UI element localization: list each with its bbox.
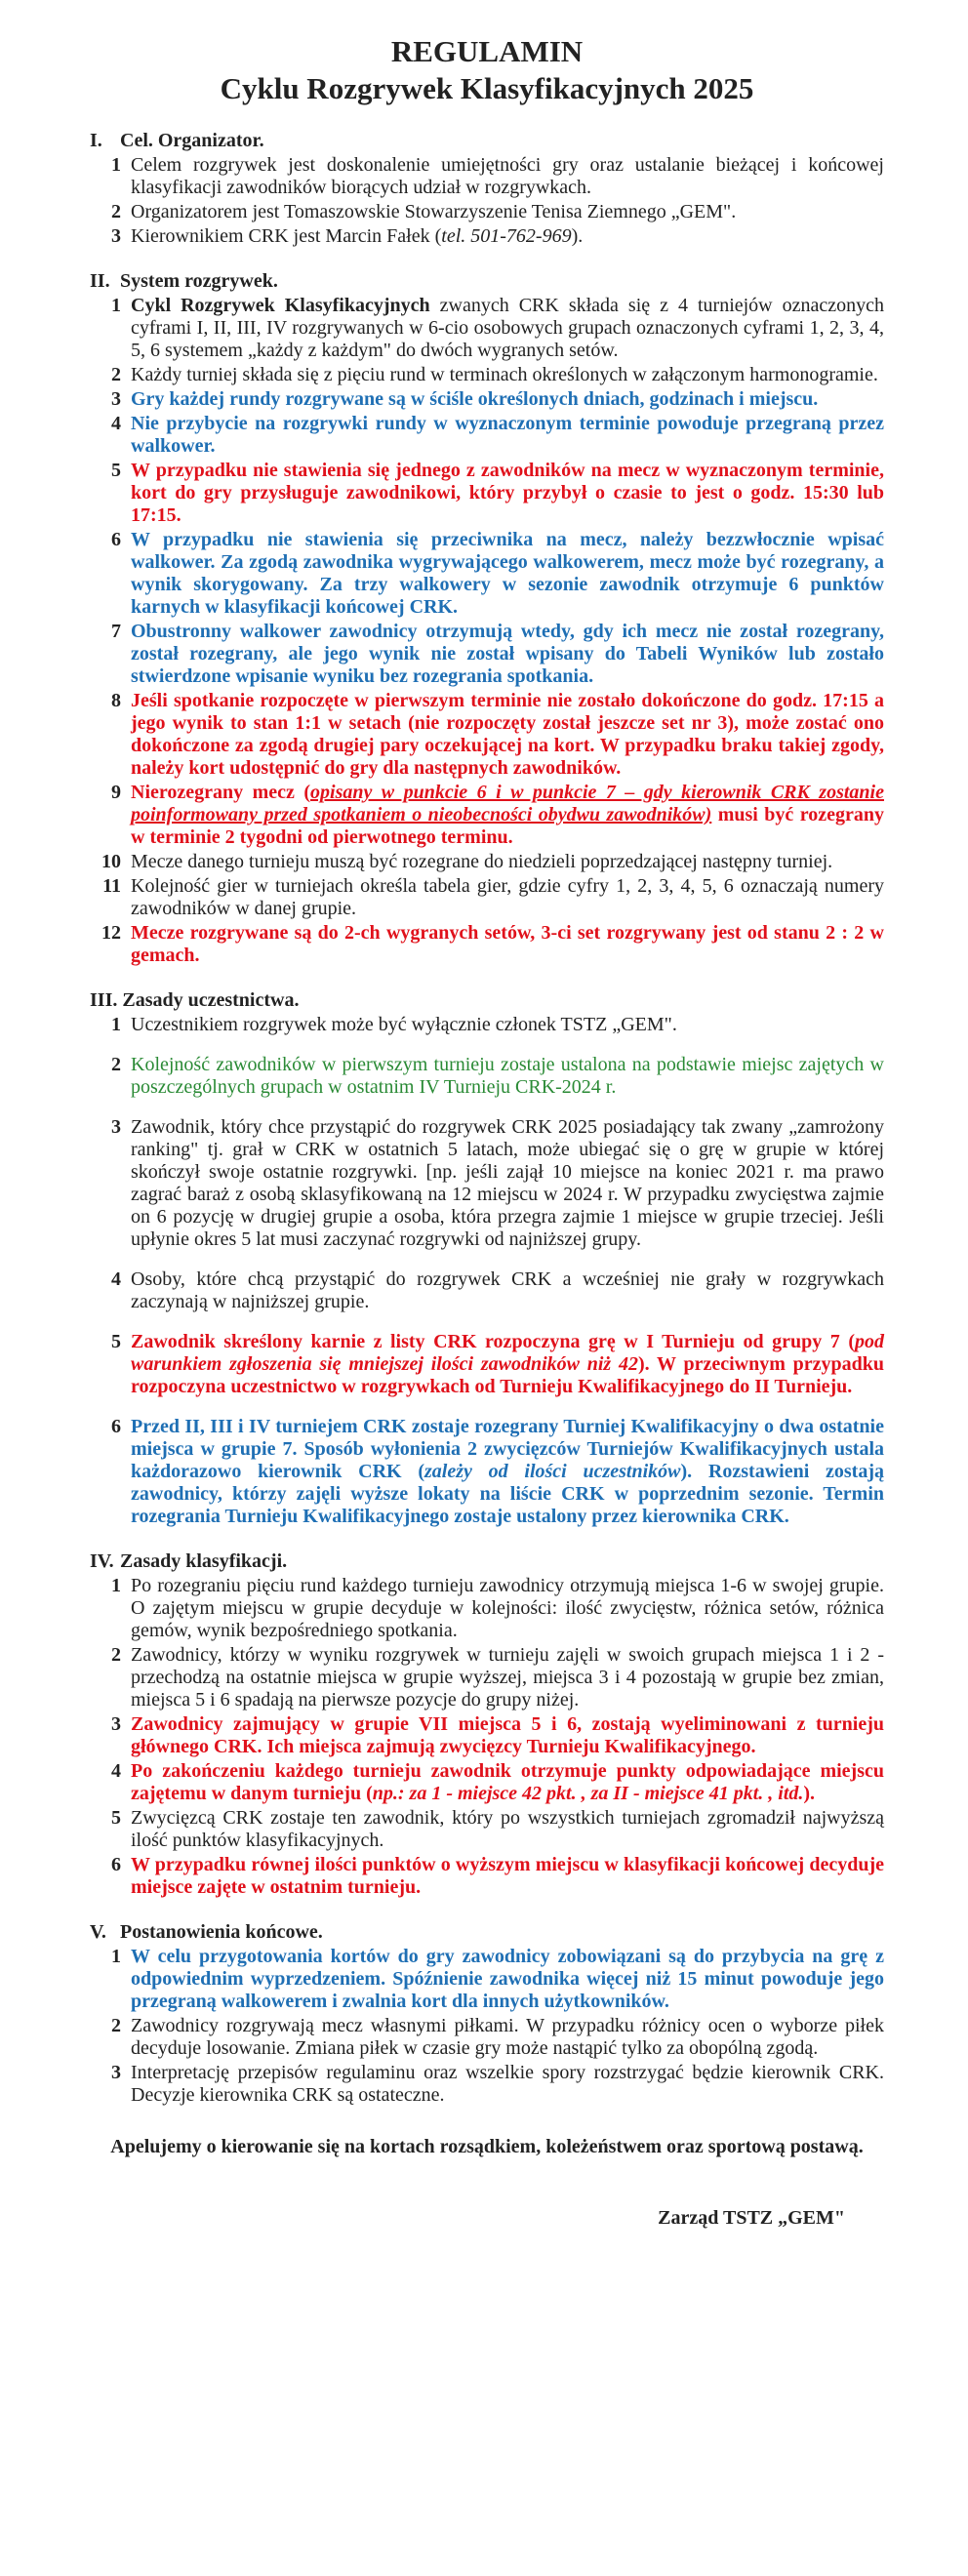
document-title: REGULAMIN <box>390 34 584 68</box>
list-item: 3 Kierownikiem CRK jest Marcin Fałek (tel. 501-762-969). <box>111 225 584 247</box>
list-item: 9 Nierozegrany mecz (opisany w punkcie 6 i w punkcie 7 – gdy kierownik CRK zostanie poinformowany przed spotkaniem o nieobecności obydwu zawodników) musi być rozegrany w terminie 2 tygodni od pierwotnego terminu. <box>111 782 884 848</box>
list-item: 10 Mecze danego turnieju muszą być rozegrane do niedzieli poprzedzającej następny turniej. <box>101 851 833 872</box>
list-item: 1 Cykl Rozgrywek Klasyfikacyjnych zwanych CRK składa się z 4 turniejów oznaczonych cyframi I, II, III, IV rozgrywanych w 6-cio osobowych grupach oznaczonych cyframi 1, 2, 3, 4, 5, 6 systemem „każdy z każdym" do dwóch wygranych setów. <box>111 295 885 361</box>
list-item: 3 Gry każdej rundy rozgrywane są w ściśle określonych dniach, godzinach i miejscu. <box>111 388 819 410</box>
list-item: 1 W celu przygotowania kortów do gry zawodnicy zobowiązani są do przybycia na grę z odpowiednim wyprzedzeniem. Spóźnienie zawodnika więcej niż 15 minut powoduje jego przegraną walkowerem i zwalnia kort dla innych użytkowników. <box>111 1946 884 2012</box>
list-item: 6 Przed II, III i IV turniejem CRK zostaje rozegrany Turniej Kwalifikacyjny o dwa ostatnie miejsca w grupie 7. Sposób wyłonienia 2 zwycięzców Turniejów Kwalifikacyjnych ustala każdorazowo kierownik CRK (zależy od ilości uczestników). Rozstawieni zostają zawodnicy, którzy zajęli wyższe lokaty na liście CRK w poprzednim sezonie. Termin rozegrania Turnieju Kwalifikacyjnego zostaje ustalony przez kierownika CRK. <box>111 1416 884 1527</box>
list-item: 2 Zawodnicy, którzy w wyniku rozgrywek w turnieju zajęli w swoich grupach miejsca 1 i 2 - przechodzą na ostatnie miejsca w grupie wyższej, miejsca 3 i 4 pozostają w grupie bez zmian, miejsca 5 i 6 spadają na pierwsze pozycje do grupy niżej. <box>111 1644 884 1711</box>
list-item: 4 Nie przybycie na rozgrywki rundy w wyznaczonym terminie powoduje przegraną przez walkower. <box>111 413 884 457</box>
list-item: 11 Kolejność gier w turniejach określa tabela gier, gdzie cyfry 1, 2, 3, 4, 5, 6 oznaczają numery zawodników w danej grupie. <box>102 875 884 919</box>
list-item: 4 Po zakończeniu każdego turnieju zawodnik otrzymuje punkty odpowiadające miejscu zajętemu w danym turnieju (np.: za 1 - miejsce 42 pkt. , za II - miejsce 41 pkt. , itd.). <box>111 1760 884 1804</box>
section-zasady-klasyfikacji <box>90 1550 884 1899</box>
list-item: 5 Zawodnik skreślony karnie z listy CRK rozpoczyna grę w I Turnieju od grupy 7 (pod warunkiem zgłoszenia się mniejszej ilości zawodników niż 42). W przeciwnym przypadku rozpoczyna uczestnictwo w rozgrywkach od Turnieju Kwalifikacyjnego do II Turnieju. <box>111 1331 884 1397</box>
list-item: 12 Mecze rozgrywane są do 2-ch wygranych setów, 3-ci set rozgrywany jest od stanu 2 : 2 w gemach. <box>101 922 884 966</box>
document-subtitle: Cyklu Rozgrywek Klasyfikacyjnych 2025 <box>220 71 754 105</box>
section-zasady-uczestnictwa <box>90 988 884 1528</box>
section-system-rozgrywek <box>90 269 884 967</box>
list-item: 1 Uczestnikiem rozgrywek może być wyłącznie członek TSTZ „GEM". <box>111 1014 677 1035</box>
list-item: 6 W przypadku nie stawienia się przeciwnika na mecz, należy bezzwłocznie wpisać walkower. Za zgodą zawodnika wygrywającego walkowerem, mecz może być rozegrany, a wynik skorygowany. Za trzy walkowery w sezonie zawodnik otrzymuje 6 punktów karnych w klasyfikacji końcowej CRK. <box>111 529 884 618</box>
closing-appeal: Apelujemy o kierowanie się na kortach rozsądkiem, koleżeństwem oraz sportową postawą. <box>110 2136 864 2157</box>
list-item: 2 Każdy turniej składa się z pięciu rund w terminach określonych w załączonym harmonogramie. <box>111 364 878 385</box>
section-heading: V. Postanowienia końcowe. <box>90 1921 323 1943</box>
list-item: 4 Osoby, które chcą przystąpić do rozgrywek CRK a wcześniej nie grały w rozgrywkach zaczynają w najniższej grupie. <box>111 1268 884 1312</box>
list-item: 5 Zwycięzcą CRK zostaje ten zawodnik, który po wszystkich turniejach zgromadził najwyższą ilość punktów klasyfikacyjnych. <box>111 1807 884 1851</box>
section-heading: II. System rozgrywek. <box>90 270 278 292</box>
list-item: 3 Zawodnicy zajmujący w grupie VII miejsca 5 i 6, zostają wyeliminowani z turnieju głównego CRK. Ich miejsca zajmują zwycięzcy Turnieju Kwalifikacyjnego. <box>111 1713 884 1757</box>
list-item: 2 Kolejność zawodników w pierwszym turnieju zostaje ustalona na podstawie miejsc zajętych w poszczególnych grupach w ostatnim IV Turnieju CRK-2024 r. <box>111 1054 884 1098</box>
list-item: 1 Celem rozgrywek jest doskonalenie umiejętności gry oraz ustalanie bieżącej i końcowej klasyfikacji zawodników biorących udział w rozgrywkach. <box>111 154 884 198</box>
list-item: 2 Organizatorem jest Tomaszowskie Stowarzyszenie Tenisa Ziemnego „GEM". <box>111 201 737 222</box>
list-item: 1 Po rozegraniu pięciu rund każdego turnieju zawodnicy otrzymują miejsca 1-6 w swojej grupie. O zajętym miejscu w grupie decyduje w kolejności: ilość zwycięstw, różnica setów, różnica gemów, wynik bezpośredniego spotkania. <box>111 1575 884 1641</box>
section-cel-organizator <box>90 129 884 248</box>
list-item: 7 Obustronny walkower zawodnicy otrzymują wtedy, gdy ich mecz nie został rozegrany, został rozegrany, ale jego wynik nie został wpisany do Tabeli Wyników lub zostało stwierdzone wpisanie wyniku bez rozegrania spotkania. <box>111 621 884 687</box>
list-item: 2 Zawodnicy rozgrywają mecz własnymi piłkami. W przypadku różnicy ocen o wyborze piłek decyduje losowanie. Zmiana piłek w czasie gry może nastąpić tylko za obopólną zgodą. <box>111 2015 884 2059</box>
section-postanowienia-koncowe <box>90 1920 884 2107</box>
section-heading: I. Cel. Organizator. <box>90 130 264 151</box>
section-heading: IV. Zasady klasyfikacji. <box>90 1550 288 1572</box>
list-item: 5 W przypadku nie stawienia się jednego z zawodników na mecz w wyznaczonym terminie, kort do gry przysługuje zawodnikowi, który przybył o czasie to jest o godz. 15:30 lub 17:15. <box>111 460 884 526</box>
list-item: 3 Interpretację przepisów regulaminu oraz wszelkie spory rozstrzygać będzie kierownik CRK. Decyzje kierownika CRK są ostateczne. <box>111 2062 884 2106</box>
section-heading: III. Zasady uczestnictwa. <box>90 989 300 1011</box>
list-item: 3 Zawodnik, który chce przystąpić do rozgrywek CRK 2025 posiadający tak zwany „zamrożony ranking" tj. grał w CRK w ostatnich 5 latach, może ubiegać się o grę w grupie w której skończył swoje ostatnie rozgrywki. [np. jeśli zajął 10 miejsce na koniec 2021 r. ma prawo zagrać baraż z osobą sklasyfikowaną na 12 miejscu w 2024 r. W przypadku zwycięstwa zajmie on 6 pozycję w drugiej grupie a osoba, która przegra zajmie 1 miejsce w grupie trzeciej. Jeśli upłynie okres 5 lat musi zaczynać rozgrywki od najniższej grupy. <box>111 1116 884 1250</box>
list-item: 6 W przypadku równej ilości punktów o wyższym miejscu w klasyfikacji końcowej decyduje miejsce zajęte w ostatnim turnieju. <box>111 1854 884 1898</box>
list-item: 8 Jeśli spotkanie rozpoczęte w pierwszym terminie nie zostało dokończone do godz. 17:15 a jego wynik to stan 1:1 w setach (nie rozpoczęty został jeszcze set nr 3), może zostać ono dokończone za zgodą drugiej pary oczekującej na kort. W przypadku braku takiej zgody, należy kort udostępnić do gry dla następnych zawodników. <box>111 690 884 779</box>
signature-board: Zarząd TSTZ „GEM" <box>658 2207 845 2229</box>
